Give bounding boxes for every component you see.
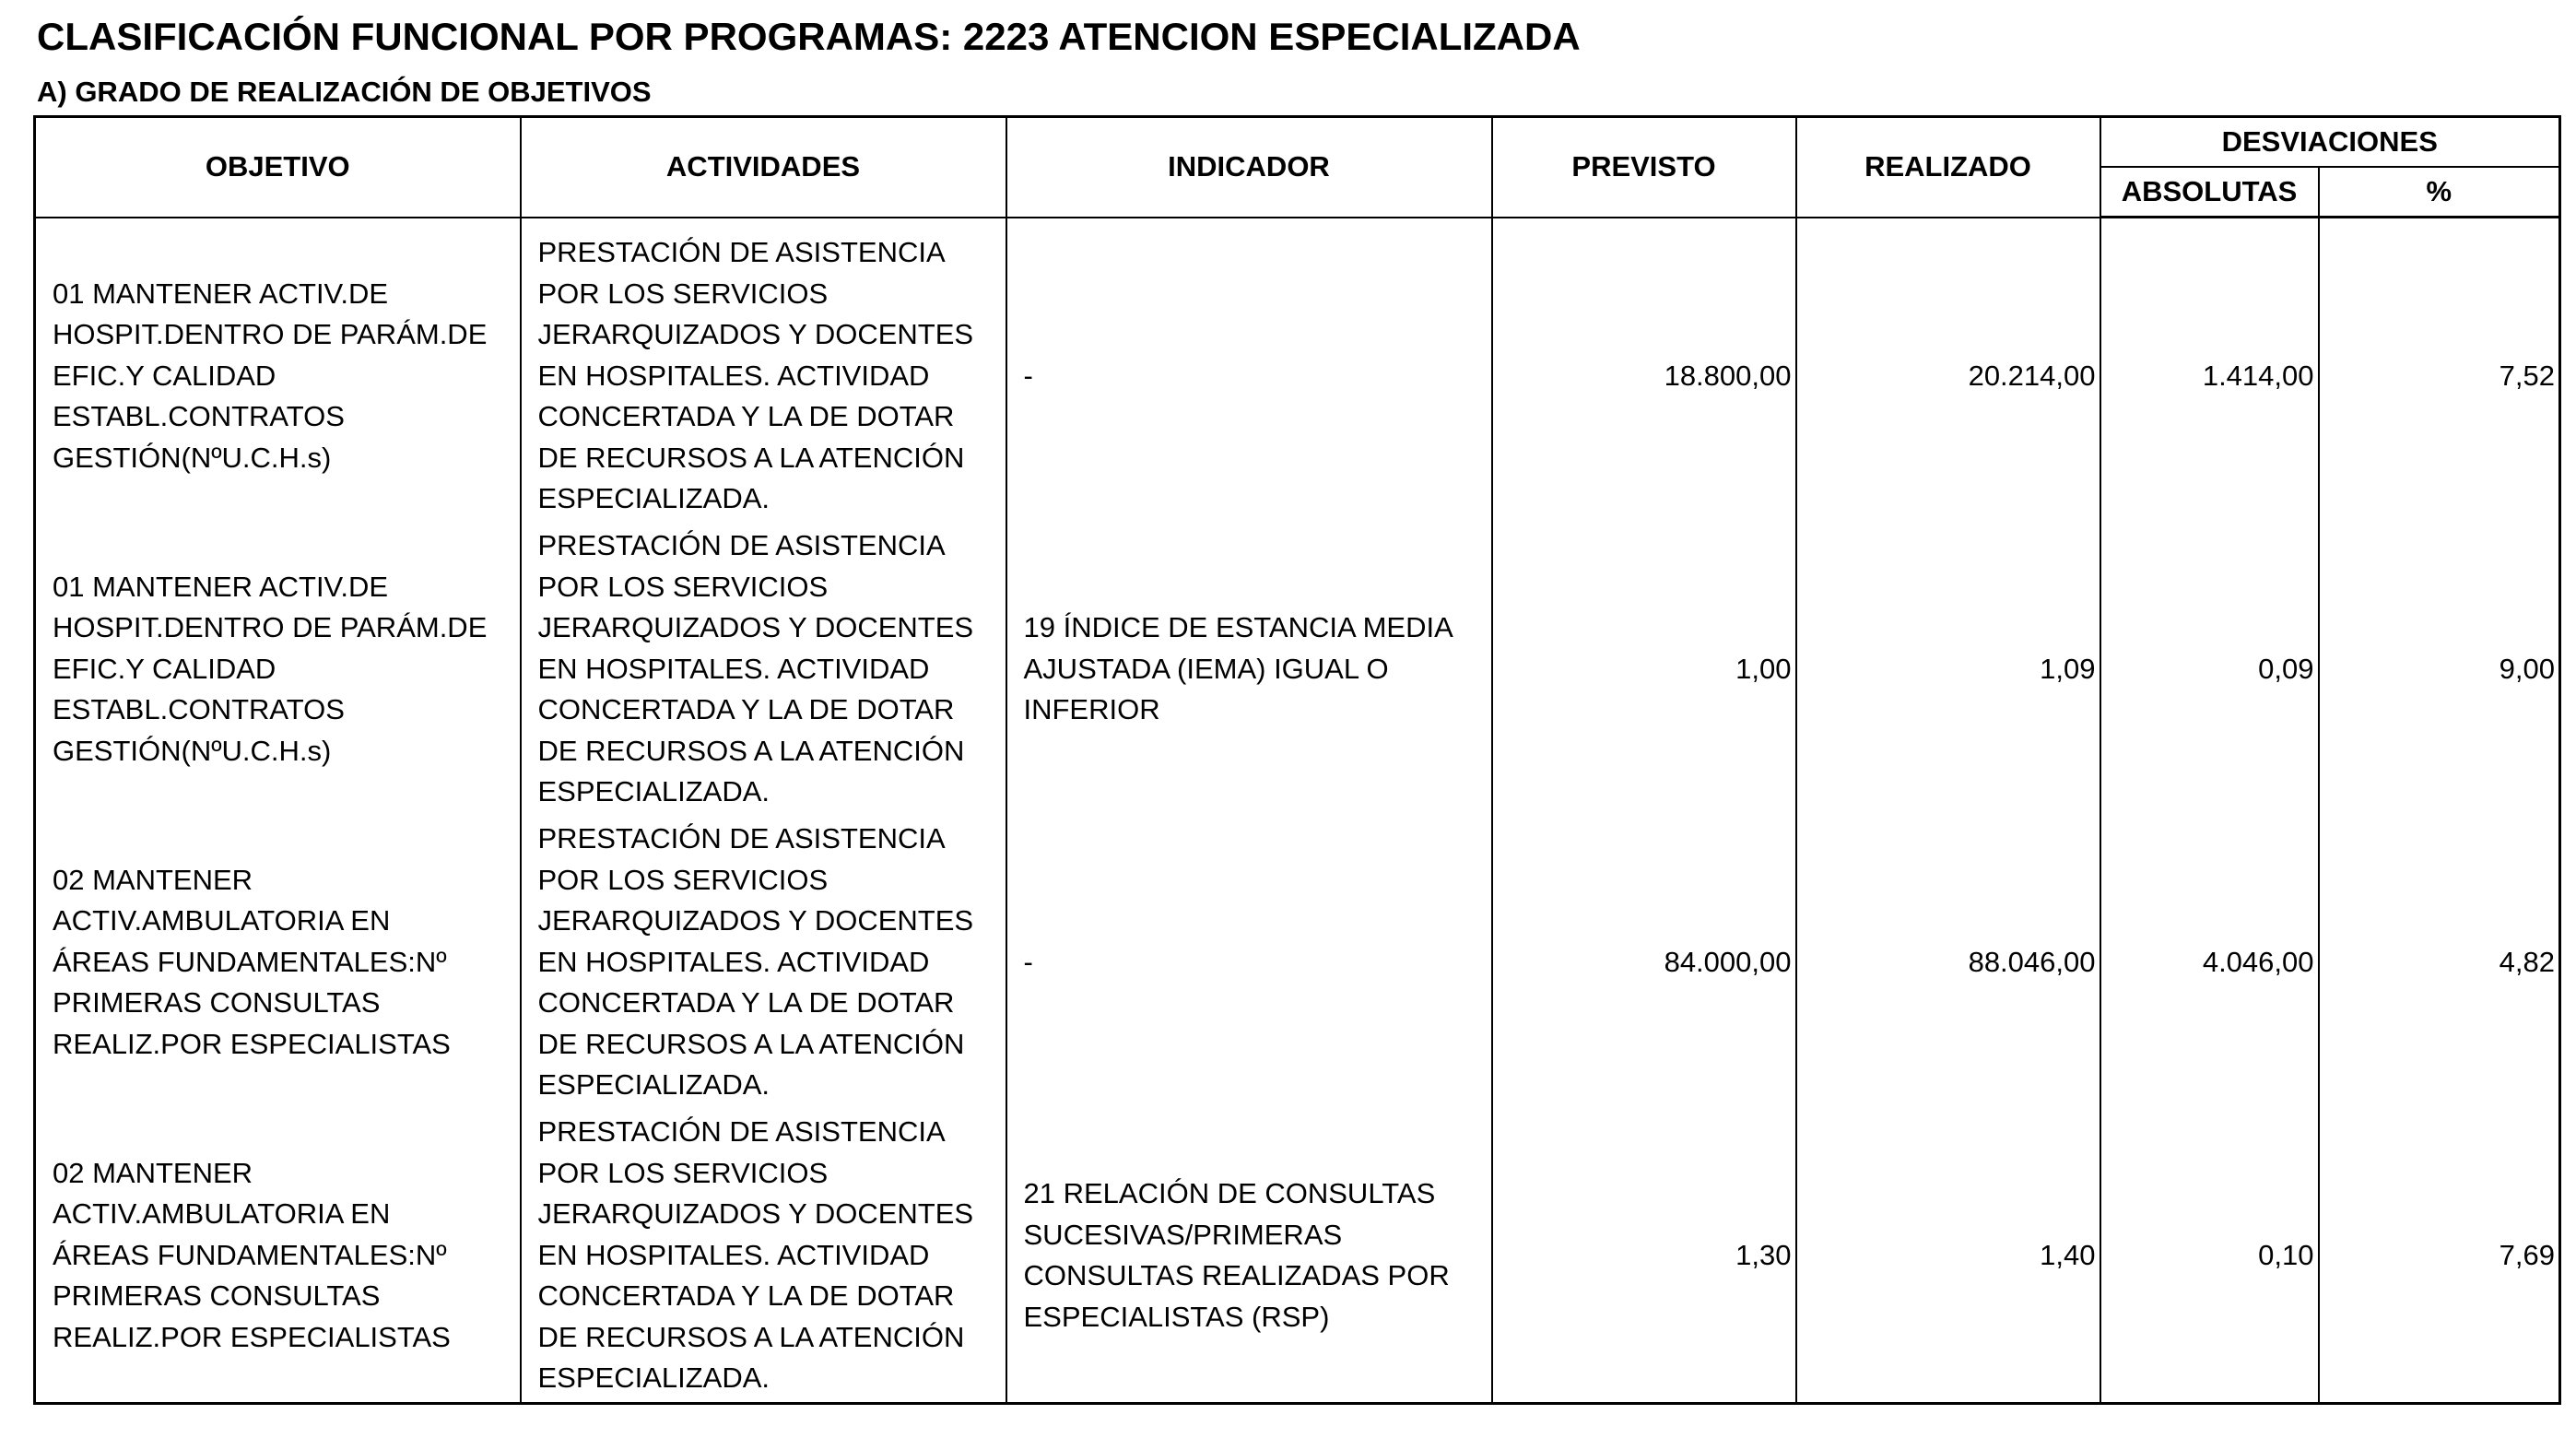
cell-absolutas: 0,09	[2100, 523, 2319, 816]
cell-previsto: 84.000,00	[1492, 816, 1796, 1109]
header-indicador: INDICADOR	[1006, 117, 1492, 218]
cell-indicador: -	[1006, 816, 1492, 1109]
cell-previsto: 1,00	[1492, 523, 1796, 816]
header-actividades: ACTIVIDADES	[521, 117, 1006, 218]
cell-actividades: PRESTACIÓN DE ASISTENCIA POR LOS SERVICIOS JERARQUIZADOS Y DOCENTES EN HOSPITALES. ACTIVIDAD CONCERTADA Y LA DE DOTAR DE RECURSOS A LA ATENCIÓN ESPECIALIZADA.	[521, 816, 1006, 1109]
cell-realizado: 1,09	[1796, 523, 2100, 816]
cell-previsto: 1,30	[1492, 1109, 1796, 1404]
table-row	[35, 816, 2560, 1109]
cell-indicador: 21 RELACIÓN DE CONSULTAS SUCESIVAS/PRIMERAS CONSULTAS REALIZADAS POR ESPECIALISTAS (RSP)	[1006, 1109, 1492, 1404]
cell-objetivo: 01 MANTENER ACTIV.DE HOSPIT.DENTRO DE PARÁM.DE EFIC.Y CALIDAD ESTABL.CONTRATOS GESTIÓN(NºU.C.H.s)	[35, 218, 521, 524]
table-body	[35, 218, 2560, 1404]
cell-objetivo: 02 MANTENER ACTIV.AMBULATORIA EN ÁREAS FUNDAMENTALES:Nº PRIMERAS CONSULTAS REALIZ.POR ESPECIALISTAS	[35, 816, 521, 1109]
cell-actividades: PRESTACIÓN DE ASISTENCIA POR LOS SERVICIOS JERARQUIZADOS Y DOCENTES EN HOSPITALES. ACTIVIDAD CONCERTADA Y LA DE DOTAR DE RECURSOS A LA ATENCIÓN ESPECIALIZADA.	[521, 523, 1006, 816]
cell-realizado: 88.046,00	[1796, 816, 2100, 1109]
table-row	[35, 218, 2560, 524]
header-porcentaje: %	[2319, 167, 2560, 218]
cell-indicador: 19 ÍNDICE DE ESTANCIA MEDIA AJUSTADA (IEMA) IGUAL O INFERIOR	[1006, 523, 1492, 816]
cell-realizado: 1,40	[1796, 1109, 2100, 1404]
cell-actividades: PRESTACIÓN DE ASISTENCIA POR LOS SERVICIOS JERARQUIZADOS Y DOCENTES EN HOSPITALES. ACTIVIDAD CONCERTADA Y LA DE DOTAR DE RECURSOS A LA ATENCIÓN ESPECIALIZADA.	[521, 218, 1006, 524]
cell-absolutas: 0,10	[2100, 1109, 2319, 1404]
cell-objetivo: 02 MANTENER ACTIV.AMBULATORIA EN ÁREAS FUNDAMENTALES:Nº PRIMERAS CONSULTAS REALIZ.POR ESPECIALISTAS	[35, 1109, 521, 1404]
cell-previsto: 18.800,00	[1492, 218, 1796, 524]
header-desviaciones: DESVIACIONES	[2100, 117, 2560, 168]
cell-absolutas: 1.414,00	[2100, 218, 2319, 524]
table-header	[35, 117, 2560, 218]
header-realizado: REALIZADO	[1796, 117, 2100, 218]
cell-realizado: 20.214,00	[1796, 218, 2100, 524]
cell-porcentaje: 9,00	[2319, 523, 2560, 816]
page-title: CLASIFICACIÓN FUNCIONAL POR PROGRAMAS: 2223 ATENCION ESPECIALIZADA	[37, 15, 1581, 58]
table-row	[35, 523, 2560, 816]
header-previsto: PREVISTO	[1492, 117, 1796, 218]
cell-porcentaje: 7,52	[2319, 218, 2560, 524]
objectives-table	[33, 115, 2561, 1405]
cell-porcentaje: 4,82	[2319, 816, 2560, 1109]
cell-porcentaje: 7,69	[2319, 1109, 2560, 1404]
cell-absolutas: 4.046,00	[2100, 816, 2319, 1109]
cell-indicador: -	[1006, 218, 1492, 524]
cell-actividades: PRESTACIÓN DE ASISTENCIA POR LOS SERVICIOS JERARQUIZADOS Y DOCENTES EN HOSPITALES. ACTIVIDAD CONCERTADA Y LA DE DOTAR DE RECURSOS A LA ATENCIÓN ESPECIALIZADA.	[521, 1109, 1006, 1404]
header-absolutas: ABSOLUTAS	[2100, 167, 2319, 218]
table-row	[35, 1109, 2560, 1404]
header-objetivo: OBJETIVO	[35, 117, 521, 218]
section-title: A) GRADO DE REALIZACIÓN DE OBJETIVOS	[37, 76, 652, 108]
cell-objetivo: 01 MANTENER ACTIV.DE HOSPIT.DENTRO DE PARÁM.DE EFIC.Y CALIDAD ESTABL.CONTRATOS GESTIÓN(NºU.C.H.s)	[35, 523, 521, 816]
